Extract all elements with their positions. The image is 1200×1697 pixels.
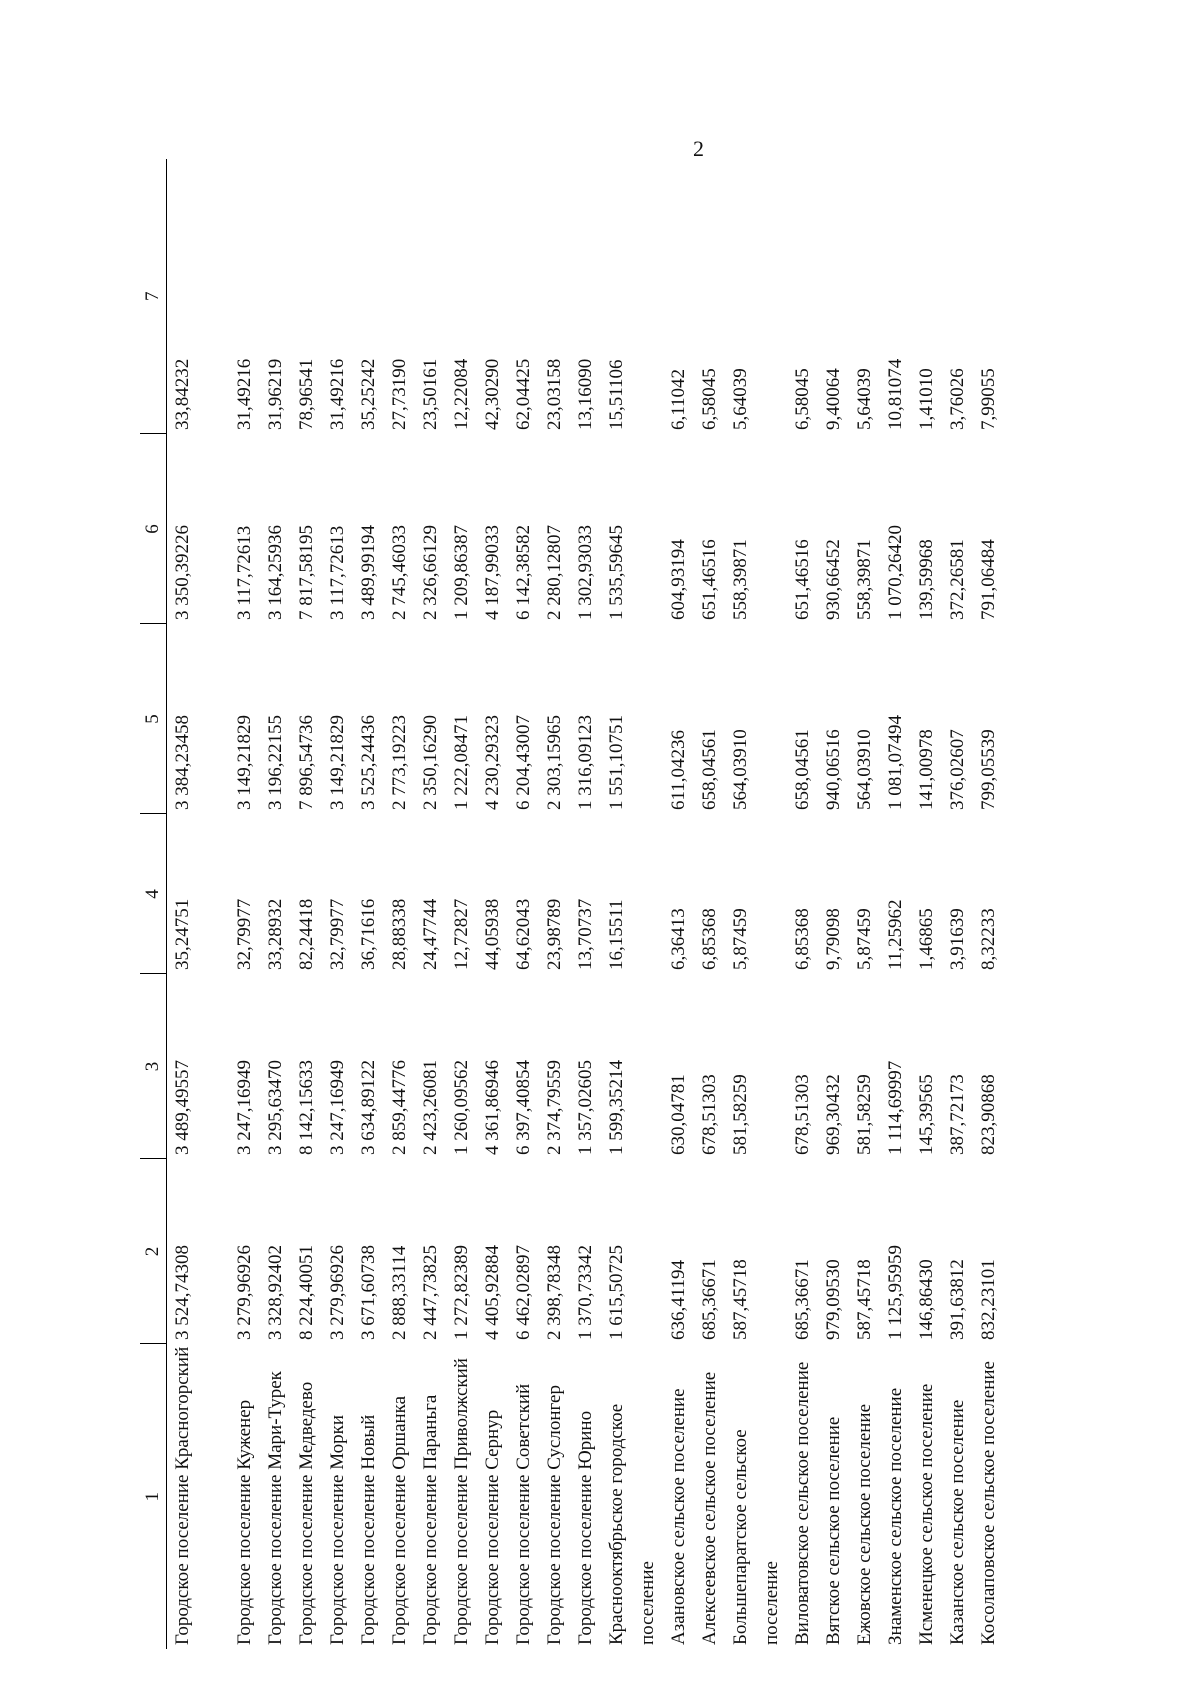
value-cell: 1 114,69997 [885,1060,906,1155]
table-row [446,159,477,1649]
value-cell: 13,16090 [575,358,596,430]
value-cell: 3 279,96926 [234,1245,255,1340]
value-cell: 5,64039 [730,368,751,430]
value-cell: 3 149,21829 [327,715,348,810]
table-row [508,159,539,1649]
value-cell: 31,49216 [327,358,348,430]
value-cell: 6,11042 [668,368,689,430]
value-cell: 146,86430 [916,1259,937,1340]
value-cell: 2 280,12807 [544,525,565,620]
table-row [570,159,601,1649]
value-cell: 979,09530 [823,1259,844,1340]
value-cell: 12,72827 [451,898,472,970]
value-cell: 1 222,08471 [451,715,472,810]
table-row [849,159,880,1649]
value-cell: 587,45718 [730,1259,751,1340]
value-cell: 1 125,95959 [885,1245,906,1340]
value-cell: 2 398,78348 [544,1245,565,1340]
value-cell: 6,85368 [699,908,720,970]
value-cell: 3 525,24436 [358,715,379,810]
settlement-name-cell: Азановское сельское поселение [668,1388,689,1645]
value-cell: 3 164,25936 [265,525,286,620]
value-cell: 31,96219 [265,358,286,430]
value-cell: 28,88338 [389,898,410,970]
table-row [539,159,570,1649]
value-cell: 42,30290 [482,358,503,430]
value-cell: 6 462,02897 [513,1245,534,1340]
value-cell: 930,66452 [823,539,844,620]
value-cell: 1 260,09562 [451,1060,472,1155]
value-cell: 630,04781 [668,1074,689,1155]
value-cell: 6,58045 [792,368,813,430]
settlement-name-cell: Косолаповское сельское поселение [978,1361,999,1645]
value-cell: 1 316,09123 [575,715,596,810]
value-cell: 82,24418 [296,898,317,970]
value-cell: 7,99055 [978,368,999,430]
value-cell: 6,36413 [668,908,689,970]
value-cell: 3 279,96926 [327,1245,348,1340]
value-cell: 3 328,92402 [265,1245,286,1340]
table-header-row [140,159,167,1649]
value-cell: 15,51106 [606,359,627,430]
value-cell: 32,79977 [234,898,255,970]
value-cell: 2 745,46033 [389,525,410,620]
settlement-name-cell: Городское поселение Медведево [296,1381,317,1645]
settlement-name-cell: Вятское сельское поселение [823,1416,844,1645]
value-cell: 33,84232 [172,358,193,430]
value-cell: 9,40064 [823,368,844,430]
settlement-name-cell: Знаменское сельское поселение [885,1387,906,1645]
value-cell: 685,36671 [699,1259,720,1340]
value-cell: 32,79977 [327,898,348,970]
value-cell: 604,93194 [668,539,689,620]
table-row [663,159,694,1649]
value-cell: 2 326,66129 [420,525,441,620]
table-row [601,159,663,1649]
value-cell: 3 117,72613 [234,525,255,620]
table-row [787,159,818,1649]
value-cell: 658,04561 [699,729,720,810]
value-cell: 4 361,86946 [482,1060,503,1155]
value-cell: 558,39871 [854,539,875,620]
page-number: 2 [693,136,704,161]
value-cell: 6,85368 [792,908,813,970]
value-cell: 24,47744 [420,898,441,970]
value-cell: 2 303,15965 [544,715,565,810]
table-row [229,159,260,1649]
value-cell: 35,24751 [172,898,193,970]
table-row [973,159,1004,1649]
settlement-name-cell: Городское поселение Куженер [234,1399,255,1645]
settlement-name-cell: Ежовское сельское поселение [854,1403,875,1645]
table-row [322,159,353,1649]
value-cell: 44,05938 [482,898,503,970]
settlement-name-cell: Городское поселение Красногорский [172,1346,193,1645]
value-cell: 33,28932 [265,898,286,970]
value-cell: 6,58045 [699,368,720,430]
value-cell: 1 599,35214 [606,1060,627,1155]
table-body [167,159,1005,1649]
value-cell: 16,15511 [606,899,627,970]
value-cell: 2 888,33114 [389,1245,410,1340]
table-row [477,159,508,1649]
value-cell: 3 149,21829 [234,715,255,810]
value-cell: 581,58259 [854,1074,875,1155]
table-row [291,159,322,1649]
settlement-name-cell: Городское поселение Новый [358,1414,379,1645]
value-cell: 387,72173 [947,1074,968,1155]
value-cell: 791,06484 [978,539,999,620]
value-cell: 636,41194 [668,1259,689,1340]
table-row [880,159,911,1649]
settlement-name-cell: Городское поселение Советский [513,1383,534,1645]
settlement-name-cell: Краснооктябрьское городское поселение [606,1403,658,1645]
value-cell: 1 535,59645 [606,525,627,620]
value-cell: 13,70737 [575,898,596,970]
value-cell: 1 551,10751 [606,715,627,810]
value-cell: 558,39871 [730,539,751,620]
table-row [818,159,849,1649]
settlement-name-cell: Городское поселение Морки [327,1414,348,1645]
value-cell: 4 230,29323 [482,715,503,810]
value-cell: 36,71616 [358,898,379,970]
value-cell: 678,51303 [699,1074,720,1155]
value-cell: 799,05539 [978,729,999,810]
value-cell: 64,62043 [513,898,534,970]
value-cell: 658,04561 [792,729,813,810]
settlement-name-cell: Большепаратское сельское поселение [730,1429,782,1645]
value-cell: 3 384,23458 [172,715,193,810]
value-cell: 1,41010 [916,368,937,430]
value-cell: 141,00978 [916,729,937,810]
value-cell: 376,02607 [947,729,968,810]
value-cell: 2 859,44776 [389,1060,410,1155]
table-row [353,159,384,1649]
value-cell: 3 117,72613 [327,525,348,620]
value-cell: 1 272,82389 [451,1245,472,1340]
value-cell: 11,25962 [885,899,906,970]
value-cell: 23,98789 [544,898,565,970]
value-cell: 685,36671 [792,1259,813,1340]
value-cell: 3 489,99194 [358,525,379,620]
value-cell: 3 350,39226 [172,525,193,620]
value-cell: 27,73190 [389,358,410,430]
value-cell: 6 397,40854 [513,1060,534,1155]
value-cell: 969,30432 [823,1074,844,1155]
value-cell: 678,51303 [792,1074,813,1155]
table-row [167,159,230,1649]
value-cell: 2 374,79559 [544,1060,565,1155]
settlement-name-cell: Исменецкое сельское поселение [916,1383,937,1645]
value-cell: 3 634,89122 [358,1060,379,1155]
value-cell: 78,96541 [296,358,317,430]
budget-table [140,159,1004,1649]
table-row [911,159,942,1649]
table-row [942,159,973,1649]
value-cell: 2 423,26081 [420,1060,441,1155]
column-header: 4 [140,814,167,974]
value-cell: 1 615,50725 [606,1245,627,1340]
value-cell: 3 489,49557 [172,1060,193,1155]
value-cell: 564,03910 [854,729,875,810]
settlement-name-cell: Городское поселение Сернур [482,1409,503,1645]
table-row [694,159,725,1649]
value-cell: 587,45718 [854,1259,875,1340]
settlement-name-cell: Городское поселение Юрино [575,1410,596,1645]
value-cell: 564,03910 [730,729,751,810]
settlement-name-cell: Городское поселение Параньга [420,1394,441,1645]
settlement-name-cell: Городское поселение Мари-Турек [265,1371,286,1645]
value-cell: 372,26581 [947,539,968,620]
value-cell: 6 142,38582 [513,525,534,620]
settlement-name-cell: Виловатовское сельское поселение [792,1361,813,1645]
value-cell: 31,49216 [234,358,255,430]
value-cell: 832,23101 [978,1259,999,1340]
value-cell: 651,46516 [792,539,813,620]
table-row [384,159,415,1649]
value-cell: 8 142,15633 [296,1060,317,1155]
value-cell: 4 187,99033 [482,525,503,620]
value-cell: 581,58259 [730,1074,751,1155]
value-cell: 12,22084 [451,358,472,430]
value-cell: 3 247,16949 [234,1060,255,1155]
settlement-name-cell: Казанское сельское поселение [947,1399,968,1645]
value-cell: 1 070,26420 [885,525,906,620]
value-cell: 3 295,63470 [265,1060,286,1155]
value-cell: 9,79098 [823,908,844,970]
value-cell: 3,91639 [947,908,968,970]
value-cell: 8,32233 [978,908,999,970]
value-cell: 23,03158 [544,358,565,430]
value-cell: 10,81074 [885,358,906,430]
value-cell: 1 209,86387 [451,525,472,620]
value-cell: 23,50161 [420,358,441,430]
column-header: 5 [140,624,167,814]
value-cell: 7 817,58195 [296,525,317,620]
value-cell: 2 350,16290 [420,715,441,810]
value-cell: 651,46516 [699,539,720,620]
value-cell: 3,76026 [947,368,968,430]
table-row [725,159,787,1649]
value-cell: 1,46865 [916,908,937,970]
value-cell: 1 370,73342 [575,1245,596,1340]
column-header: 6 [140,434,167,624]
column-header: 1 [140,1344,167,1649]
value-cell: 2 773,19223 [389,715,410,810]
value-cell: 7 896,54736 [296,715,317,810]
value-cell: 145,39565 [916,1074,937,1155]
value-cell: 391,63812 [947,1259,968,1340]
value-cell: 3 524,74308 [172,1245,193,1340]
column-header: 3 [140,974,167,1159]
value-cell: 5,87459 [854,908,875,970]
settlement-name-cell: Городское поселение Оршанка [389,1395,410,1645]
value-cell: 5,87459 [730,908,751,970]
value-cell: 139,59968 [916,539,937,620]
column-header: 2 [140,1159,167,1344]
value-cell: 1 357,02605 [575,1060,596,1155]
value-cell: 1 081,07494 [885,715,906,810]
table-row [260,159,291,1649]
value-cell: 8 224,40051 [296,1245,317,1340]
value-cell: 823,90868 [978,1074,999,1155]
value-cell: 611,04236 [668,729,689,810]
value-cell: 6 204,43007 [513,715,534,810]
value-cell: 62,04425 [513,358,534,430]
value-cell: 35,25242 [358,358,379,430]
value-cell: 3 196,22155 [265,715,286,810]
settlement-name-cell: Алексеевское сельское поселение [699,1371,720,1645]
value-cell: 5,64039 [854,368,875,430]
rotated-table-container [140,159,999,1649]
value-cell: 3 247,16949 [327,1060,348,1155]
settlement-name-cell: Городское поселение Приволжский [451,1358,472,1645]
value-cell: 4 405,92884 [482,1245,503,1340]
settlement-name-cell: Городское поселение Суслонгер [544,1385,565,1645]
table-row [415,159,446,1649]
value-cell: 940,06516 [823,729,844,810]
value-cell: 3 671,60738 [358,1245,379,1340]
value-cell: 1 302,93033 [575,525,596,620]
column-header: 7 [140,159,167,434]
value-cell: 2 447,73825 [420,1245,441,1340]
